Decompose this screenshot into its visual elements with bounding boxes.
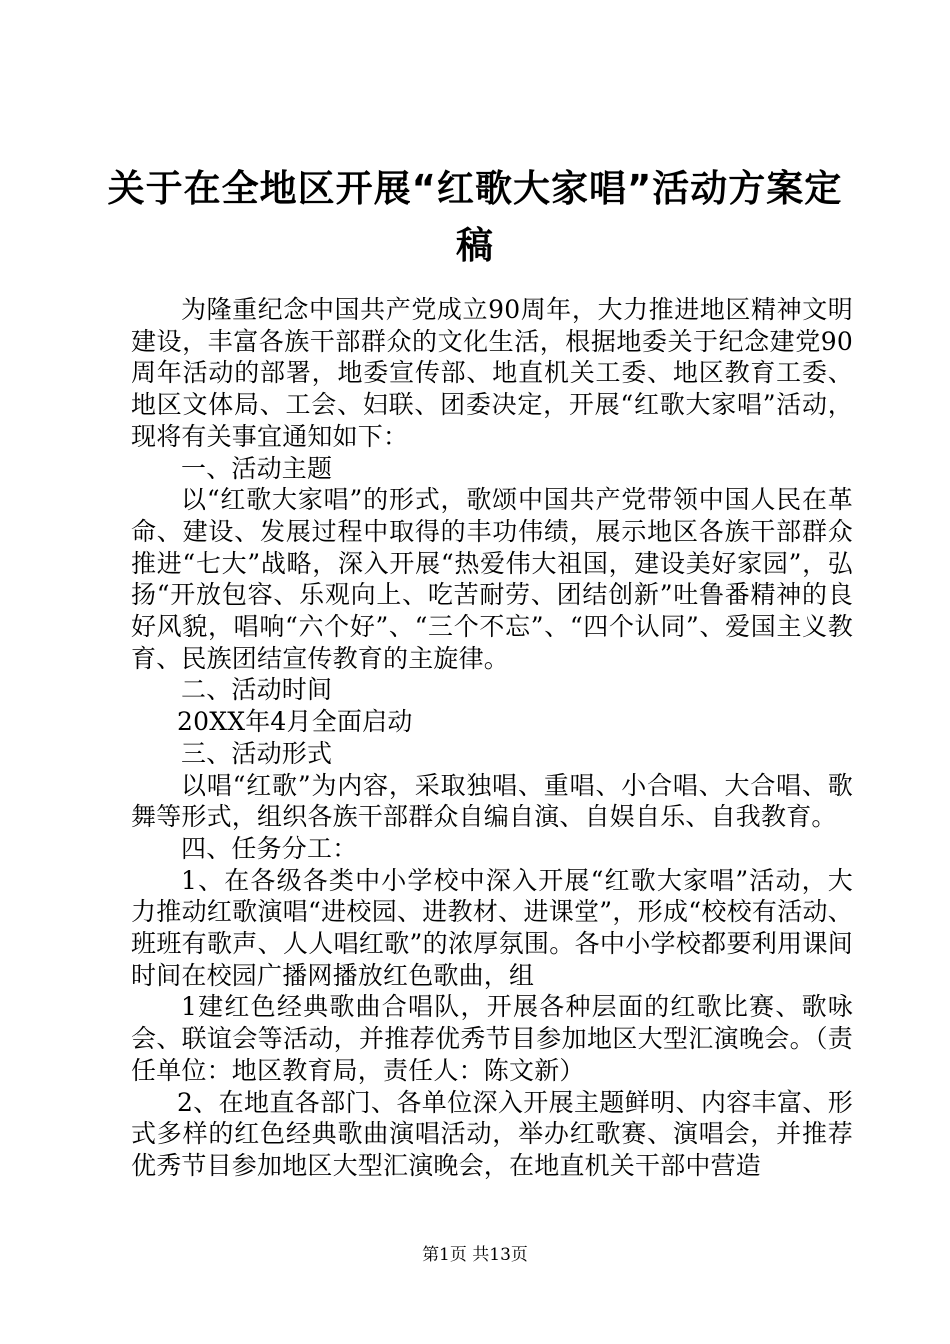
section-heading-theme: 一、活动主题 xyxy=(181,453,333,483)
section-heading-tasks: 四、任务分工： xyxy=(181,833,358,863)
document-body xyxy=(131,294,853,1182)
title-line-1: 关于在全地区开展“红歌大家唱”活动方案定 xyxy=(107,167,843,210)
intro-paragraph: 为隆重纪念中国共产党成立90周年，大力推进地区精神文明建设，丰富各族干部群众的文化生活，根据地委关于纪念建党90周年活动的部署，地委宣传部、地直机关工委、地区教育工委、地区文体局、工会、妇联、团委决定，开展“红歌大家唱”活动，现将有关事宜通知如下： xyxy=(131,295,853,451)
section-heading-time: 二、活动时间 xyxy=(181,675,333,705)
time-paragraph: 20XX年4月全面启动 xyxy=(177,707,413,737)
theme-paragraph: 以“红歌大家唱”的形式，歌颂中国共产党带领中国人民在革命、建设、发展过程中取得的丰功伟绩，展示地区各族干部群众推进“七大”战略，深入开展“热爱伟大祖国，建设美好家园”，弘扬“开放包容、乐观向上、吃苦耐劳、团结创新”吐鲁番精神的良好风貌，唱响“六个好”、“三个不忘”、“四个认同”、爱国主义教育、民族团结宣传教育的主旋律。 xyxy=(131,485,853,673)
document-title xyxy=(100,160,850,274)
title-line-2: 稿 xyxy=(456,224,494,267)
section-heading-form: 三、活动形式 xyxy=(181,738,333,768)
task-1-paragraph: 1、在各级各类中小学校中深入开展“红歌大家唱”活动，大力推动红歌演唱“进校园、进教材、进课堂”，形成“校校有活动、班班有歌声、人人唱红歌”的浓厚氛围。各中小学校都要利用课间时间在校园广播网播放红色歌曲，组 xyxy=(131,865,853,990)
task-1-continued-paragraph: 1建红色经典歌曲合唱队，开展各种层面的红歌比赛、歌咏会、联谊会等活动，并推荐优秀节目参加地区大型汇演晚会。（责任单位：地区教育局，责任人：陈文新） xyxy=(131,992,853,1085)
page-number-footer: 第1页 共13页 xyxy=(422,1245,528,1265)
task-2-paragraph: 2、在地直各部门、各单位深入开展主题鲜明、内容丰富、形式多样的红色经典歌曲演唱活动，举办红歌赛、演唱会，并推荐优秀节目参加地区大型汇演晚会，在地直机关干部中营造 xyxy=(131,1087,853,1180)
form-paragraph: 以唱“红歌”为内容，采取独唱、重唱、小合唱、大合唱、歌舞等形式，组织各族干部群众自编自演、自娱自乐、自我教育。 xyxy=(131,770,853,832)
